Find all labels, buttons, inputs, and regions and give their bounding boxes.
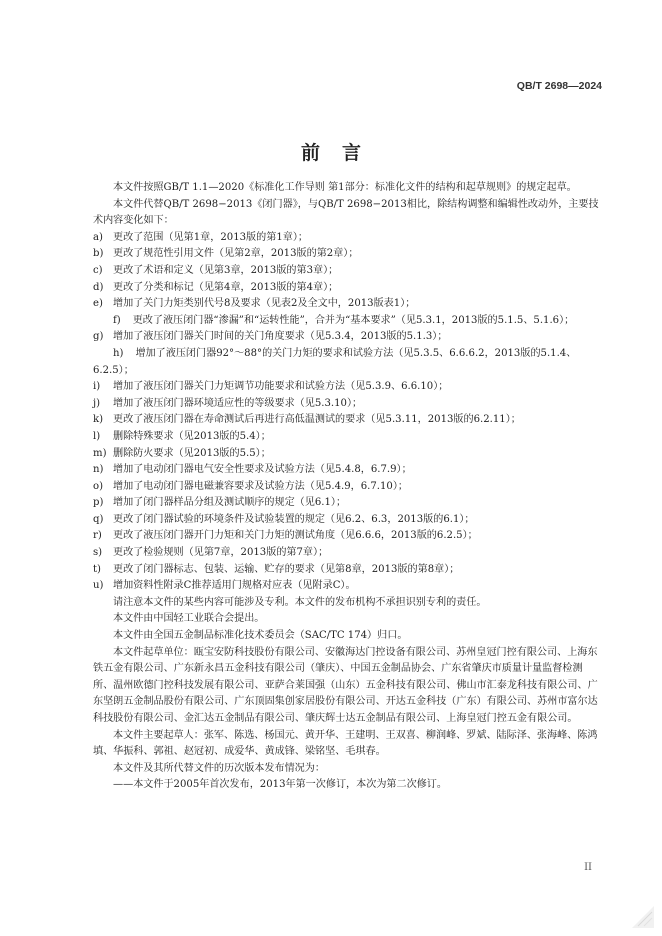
item-text: 增加了液压闭门器关门力矩调节功能要求和试验方法（见5.3.9、6.6.10）； (113, 381, 449, 393)
item-text: 更改了液压闭门器“渗漏”和“运转性能”，合并为“基本要求”（见5.3.1，2013版的5.1.5、5.1.6）； (132, 314, 575, 326)
change-item (93, 562, 601, 579)
item-marker: h) (113, 347, 124, 359)
intro-paragraph: 本文件代替QB/T 2698−2013《闭门器》，与QB/T 2698−2013相比，除结构调整和编辑性改动外，主要技术内容变化如下： (93, 198, 599, 227)
change-item (93, 578, 601, 595)
item-marker: a) (93, 231, 103, 243)
foreword-body (93, 180, 601, 794)
item-text: 更改了范围（见第1章，2013版的第1章）； (113, 231, 308, 243)
change-item (93, 528, 601, 545)
item-marker: u) (93, 580, 104, 592)
item-marker: s) (93, 547, 103, 559)
item-marker: t) (93, 563, 101, 575)
document-code: QB/T 2698—2024 (516, 80, 602, 92)
change-item (93, 396, 601, 413)
item-text: 增加了关门力矩类别代号8及要求（见表2及全文中，2013版表1）； (113, 298, 416, 310)
change-item (93, 280, 601, 297)
proposer-statement: 本文件由中国轻工业联合会提出。 (113, 613, 265, 625)
item-text: 更改了术语和定义（见第3章，2013版的第3章）； (113, 264, 339, 276)
page-number: II (584, 862, 592, 873)
item-marker: j) (93, 397, 101, 409)
item-text: 增加了液压闭门器关门时间的关门角度要求（见5.3.4，2013版的5.1.3）； (113, 331, 448, 343)
change-item (93, 313, 601, 330)
change-item (93, 462, 601, 479)
item-marker: g) (93, 331, 104, 343)
item-text: 增加了液压闭门器92°～88°的关门力矩的要求和试验方法（见5.3.5、6.6.6.2，2013版的5.1.4、6.2.5）； (93, 347, 577, 376)
item-text: 更改了分类和标记（见第4章，2013版的第4章）； (113, 281, 339, 293)
drafters: 本文件主要起草人：张军、陈选、杨国元、黄开华、王建明、王双喜、柳润峰、罗斌、陆际泽、张海峰、陈鸿填、华振科、郭祖、赵冠初、成爱华、黄成锋、梁铭坚、毛琪春。 (93, 729, 598, 758)
change-item (93, 263, 601, 280)
change-item (93, 429, 601, 446)
item-text: 更改了液压闭门器在寿命测试后再进行高低温测试的要求（见5.3.11，2013版的6.2.11）； (113, 414, 521, 426)
drafting-units: 本文件起草单位：瓯宝安防科技股份有限公司、安徽海达门控设备有限公司、苏州皇冠门控有限公司、上海东铁五金有限公司、广东新永昌五金科技有限公司（肇庆）、中国五金制品协会、广东省肇庆市质量计量监督检测所、温州欧德门控科技发展有限公司、亚萨合莱国强（山东）五金科技有限公司、佛山市汇泰龙科技有限公司、广东坚朗五金制品股份有限公司、广东顶固集创家居股份有限公司、开达五金科技（广东）有限公司、苏州市富尔达科技股份有限公司、金汇达五金制品有限公司、肇庆辉士达五金制品有限公司、上海皇冠门控五金有限公司。 (93, 646, 598, 724)
item-text: 更改了闭门器标志、包装、运输、贮存的要求（见第8章，2013版的第8章）； (113, 563, 460, 575)
change-item (93, 246, 601, 263)
change-item (93, 512, 601, 529)
item-text: 删除防火要求（见2013版的5.5）； (113, 447, 271, 459)
item-marker: k) (93, 414, 104, 426)
change-item (93, 346, 601, 379)
item-text: 增加了电动闭门器电气安全性要求及试验方法（见5.4.8，6.7.9）； (113, 464, 412, 476)
item-marker: n) (93, 464, 104, 476)
item-marker: l) (93, 430, 101, 442)
item-marker: r) (93, 530, 102, 542)
patent-notice: 请注意本文件的某些内容可能涉及专利。本文件的发布机构不承担识别专利的责任。 (113, 596, 487, 608)
item-marker: d) (93, 281, 104, 293)
item-marker: q) (93, 513, 104, 525)
item-text: 增加了闭门器样品分组及测试顺序的规定（见6.1）； (113, 497, 347, 509)
change-item (93, 545, 601, 562)
change-item (93, 230, 601, 247)
item-text: 增加资料性附录C推荐适用门规格对应表（见附录C）。 (113, 580, 356, 592)
page-curl-icon (632, 906, 654, 928)
item-marker: o) (93, 480, 104, 492)
item-marker: f) (113, 314, 121, 326)
item-text: 增加了液压闭门器环境适应性的等级要求（见5.3.10）； (113, 397, 363, 409)
item-marker: e) (93, 298, 103, 310)
item-marker: i) (93, 381, 101, 393)
item-text: 更改了闭门器试验的环境条件及试验装置的规定（见6.2、6.3，2013版的6.1）； (113, 513, 475, 525)
item-text: 更改了检验规则（见第7章，2013版的第7章）； (113, 547, 329, 559)
item-marker: p) (93, 497, 104, 509)
change-item (93, 479, 601, 496)
change-item (93, 495, 601, 512)
item-marker: m) (93, 447, 107, 459)
change-item (93, 379, 601, 396)
item-text: 增加了电动闭门器电磁兼容要求及试验方法（见5.4.9，6.7.10）； (113, 480, 408, 492)
change-item (93, 412, 601, 429)
item-text: 更改了规范性引用文件（见第2章，2013版的第2章）； (113, 248, 359, 260)
history-heading: 本文件及其所代替文件的历次版本发布情况为： (113, 762, 325, 774)
change-item (93, 329, 601, 346)
item-marker: b) (93, 248, 104, 260)
intro-paragraph: 本文件按照GB/T 1.1—2020《标准化工作导则 第1部分：标准化文件的结构和起草规则》的规定起草。 (113, 182, 577, 193)
committee-statement: 本文件由全国五金制品标准化技术委员会（SAC/TC 174）归口。 (113, 630, 408, 642)
change-item (93, 446, 601, 463)
item-text: 删除特殊要求（见2013版的5.4）； (113, 430, 271, 442)
change-list (93, 230, 601, 595)
change-item (93, 296, 601, 313)
item-marker: c) (93, 264, 103, 276)
page-title: 前言 (300, 142, 383, 164)
history-item: ——本文件于2005年首次发布，2013年第一次修订，本次为第二次修订。 (113, 779, 447, 791)
item-text: 更改了液压闭门器开门力矩和关门力矩的测试角度（见6.6.6，2013版的6.2.5）； (113, 530, 478, 542)
